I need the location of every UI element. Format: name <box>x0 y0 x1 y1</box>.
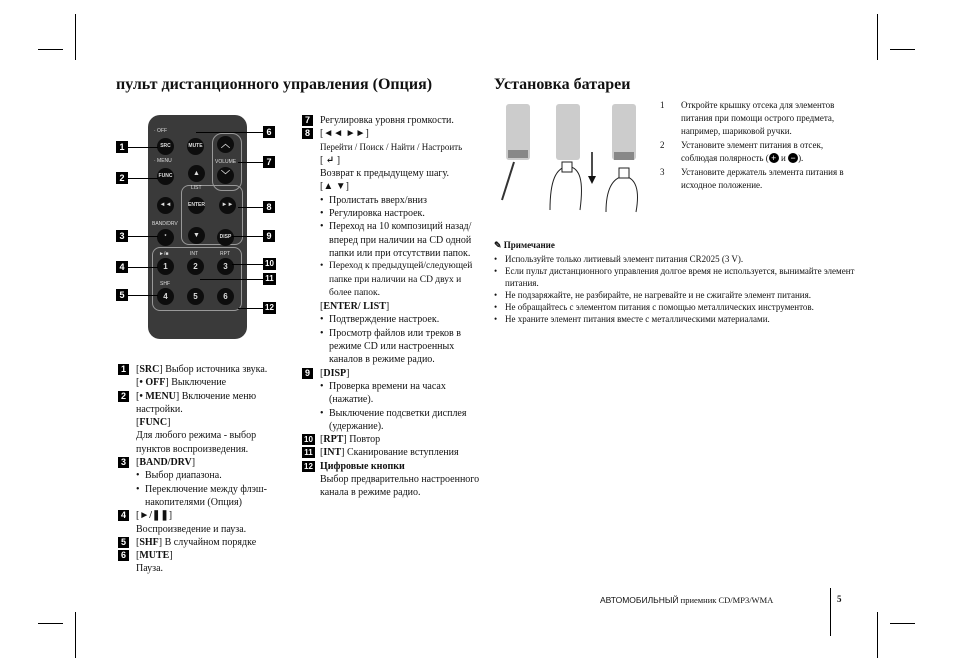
bullet: • Просмотр файлов или треков в режиме CD или настроенных каналов в режиме радио. <box>320 327 482 367</box>
key-name: • MENU <box>139 390 176 402</box>
src-button: SRC <box>157 138 174 155</box>
key-name: RPT <box>323 434 344 446</box>
step-2 <box>660 139 860 165</box>
volume-down-button: ﹀ <box>217 167 234 184</box>
leader-line <box>232 264 263 265</box>
rpt-label: RPT <box>220 251 230 257</box>
item-text: Включение меню настройки. <box>136 390 257 415</box>
key-name: Цифровые кнопки <box>320 460 405 472</box>
leader-line <box>200 279 263 280</box>
item-number: 11 <box>302 447 315 458</box>
note-icon: ✎ <box>494 240 502 250</box>
num-6-button: 6 <box>217 288 234 305</box>
footer-rest: приемник CD/MP3/WMA <box>678 595 774 605</box>
item-number: 2 <box>118 391 129 402</box>
note-title <box>494 239 864 251</box>
key-name: INT <box>323 447 342 459</box>
note-title-text: Примечание <box>503 240 555 250</box>
leader-line <box>128 236 158 237</box>
leader-line <box>232 236 263 237</box>
num-5-button: 5 <box>187 288 204 305</box>
leader-line <box>196 132 263 133</box>
key-name: FUNC <box>139 417 168 429</box>
arrows-line: [▲ ▼] <box>320 181 349 193</box>
crop-mark <box>877 612 878 658</box>
leader-line <box>128 147 158 148</box>
down-button: ▼ <box>188 227 205 244</box>
disp-button: DISP <box>217 229 234 246</box>
volume-label: VOLUME <box>215 159 237 165</box>
num-3-button: 3 <box>217 258 234 275</box>
item-number: 4 <box>118 510 129 521</box>
note-item: • Используйте только литиевый элемент питания CR2025 (3 V). <box>494 253 864 265</box>
item-text: Выбор источника звука. <box>162 364 268 375</box>
bullet: • Переход на 10 композиций назад/вперед при наличии на CD одной папки или при отсутствии папок. <box>320 220 482 260</box>
item-6: 6 [MUTE] <box>118 549 278 562</box>
item-8-body <box>302 141 482 367</box>
remote-illustration <box>148 115 247 339</box>
leader-line <box>238 162 263 163</box>
crop-mark <box>890 49 915 50</box>
step-number: 2 <box>660 140 665 150</box>
item-3: 3 [BAND/DRV] <box>118 456 278 469</box>
item-9: 9 [DISP] <box>302 367 482 380</box>
note-item: • Не храните элемент питания вместе с металлическими материалами. <box>494 313 864 325</box>
off-label: · OFF <box>154 128 168 134</box>
key-name: SRC <box>139 364 160 375</box>
key-name: ►/❚❚ <box>139 510 169 522</box>
item-text: Возврат к предыдущему шагу. <box>320 168 450 180</box>
mute-button: MUTE <box>187 138 204 155</box>
footer-caps: АВТОМОБИЛЬНЫЙ <box>600 595 679 605</box>
step-text: и <box>778 153 789 163</box>
bullet: • Пролистать вверх/вниз <box>320 194 482 207</box>
item-4: 4 [►/❚❚] <box>118 509 278 522</box>
item-10: 10 [RPT] Повтор <box>302 433 482 446</box>
step-text: Откройте крышку отсека для элементов питания при помощи острого предмета, например, шариковой ручки. <box>681 100 835 136</box>
band-button: * <box>157 229 174 246</box>
play-label: ►/■ <box>159 251 169 257</box>
item-number: 1 <box>118 364 129 375</box>
prev-button: ◄◄ <box>157 197 174 214</box>
key-name: MUTE <box>139 550 170 562</box>
item-number: 9 <box>302 368 313 379</box>
remote-step-1 <box>502 104 530 200</box>
bullet: • Проверка времени на часах (нажатие). <box>320 380 482 407</box>
crop-mark <box>75 14 76 60</box>
item-5: 5 [SHF] В случайном порядке <box>118 536 278 549</box>
bullet: • Выбор диапазона. <box>136 469 278 482</box>
func-button: FUNC <box>157 168 174 185</box>
note-item: • Не подзаряжайте, не разбирайте, не нагревайте и не сжигайте элемент питания. <box>494 289 864 301</box>
key-name: • OFF <box>139 377 166 389</box>
item-number: 7 <box>302 115 313 126</box>
crop-mark <box>877 14 878 60</box>
crop-mark <box>890 623 915 624</box>
key-name: BAND/DRV <box>139 457 192 469</box>
key-name: DISP <box>323 367 347 379</box>
step-number: 1 <box>660 100 665 110</box>
item-2b: [FUNC] <box>136 417 171 429</box>
item-text: Регулировка уровня громкости. <box>320 115 454 126</box>
battery-install-illustration <box>494 100 654 220</box>
key-name: ◄◄ ►► <box>323 128 366 140</box>
arrows-icon: ▲ ▼ <box>323 181 346 193</box>
remote-description-col1 <box>118 363 278 576</box>
next-button: ►► <box>219 197 236 214</box>
bullet: • Регулировка настроек. <box>320 207 482 220</box>
item-text: Перейти / Поиск / Найти / Настроить <box>320 141 463 152</box>
back-icon: ↵ <box>325 154 335 166</box>
leader-line <box>238 207 263 208</box>
remote-heading: пульт дистанционного управления (Опция) <box>116 76 433 93</box>
callout-5: 5 <box>116 289 128 301</box>
step-text: ). <box>798 153 804 163</box>
item-text: Выключение <box>168 377 227 389</box>
note-item: • Если пульт дистанционного управления долгое время не используется, вынимайте элемент питания. <box>494 265 864 289</box>
leader-line <box>128 295 158 296</box>
callout-4: 4 <box>116 261 128 273</box>
step-number: 3 <box>660 167 665 177</box>
leader-line <box>128 267 158 268</box>
item-3-bullets <box>118 469 278 509</box>
leader-line <box>128 178 158 179</box>
callout-2: 2 <box>116 172 128 184</box>
step-1 <box>660 99 860 138</box>
key-name: ENTER/ LIST <box>323 301 386 313</box>
item-1b: [• OFF] Выключение <box>136 377 227 389</box>
plus-icon: + <box>769 153 779 163</box>
callout-12: 12 <box>263 302 276 314</box>
bullet: • Подтверждение настроек. <box>320 313 482 326</box>
item-11: 11 [INT] Сканирование вступления <box>302 446 482 459</box>
item-1: 1 [SRC] Выбор источника звука. <box>118 363 278 376</box>
crop-mark <box>38 49 63 50</box>
item-9-body <box>302 380 482 433</box>
list-label: LIST <box>191 185 202 191</box>
band-label: BAND/DRV <box>152 221 178 227</box>
back-line: [ ↵ ] <box>320 154 341 166</box>
num-4-button: 4 <box>157 288 174 305</box>
item-number: 10 <box>302 434 315 445</box>
item-12-text: Выбор предварительно настроенного канала в режиме радио. <box>320 474 480 499</box>
menu-label: · MENU <box>154 158 172 164</box>
item-text: В случайном порядке <box>162 536 257 548</box>
key-name: SHF <box>139 536 159 548</box>
num-1-button: 1 <box>157 258 174 275</box>
item-number: 12 <box>302 461 315 472</box>
enter-button: ENTER <box>188 197 205 214</box>
callout-10: 10 <box>263 258 276 270</box>
note-item: • Не обращайтесь с элементом питания с помощью металлических инструментов. <box>494 301 864 313</box>
item-number: 6 <box>118 550 129 561</box>
item-number: 3 <box>118 457 129 468</box>
step-text: Установите элемент питания в отсек, соблюдая полярность ( <box>681 140 824 163</box>
item-number: 8 <box>302 128 313 139</box>
num-2-button: 2 <box>187 258 204 275</box>
callout-9: 9 <box>263 230 275 242</box>
callout-3: 3 <box>116 230 128 242</box>
item-8: 8 [◄◄ ►►] <box>302 127 482 140</box>
enter-line: [ENTER/ LIST] <box>320 301 390 313</box>
item-text: Повтор <box>346 434 381 446</box>
leader-line <box>238 308 263 309</box>
item-2: 2 [• MENU] Включение меню настройки. <box>118 390 278 417</box>
step-3 <box>660 166 860 192</box>
bullet: • Переключение между флэш-накопителями (Опция) <box>136 483 278 510</box>
item-text: Сканирование вступления <box>344 447 459 459</box>
item-6-text: Пауза. <box>136 563 164 575</box>
remote-description-col2 <box>302 114 482 500</box>
center-divider <box>830 588 831 636</box>
crop-mark <box>75 612 76 658</box>
remote-step-2 <box>550 104 596 210</box>
callout-7: 7 <box>263 156 275 168</box>
page-number: 5 <box>837 594 842 604</box>
footer-product <box>600 595 773 605</box>
bullet: • Выключение подсветки дисплея (удержание). <box>320 407 482 434</box>
item-number: 5 <box>118 537 129 548</box>
callout-8: 8 <box>263 201 275 213</box>
battery-steps <box>660 99 860 193</box>
step-text: Установите держатель элемента питания в исходное положение. <box>681 167 844 190</box>
bullet: • Переход к предыдущей/следующей папке при наличии на CD двух и более папок. <box>320 260 482 300</box>
callout-1: 1 <box>116 141 128 153</box>
battery-heading: Установка батареи <box>494 76 631 93</box>
item-4-text: Воспроизведение и пауза. <box>136 523 247 535</box>
callout-6: 6 <box>263 126 275 138</box>
note-section <box>494 239 864 325</box>
volume-up-button: ︿ <box>217 136 234 153</box>
remote-step-3 <box>606 104 638 212</box>
shf-label: SHF <box>160 281 170 287</box>
item-12 <box>302 460 482 473</box>
minus-icon: − <box>788 153 798 163</box>
item-7 <box>302 114 482 127</box>
crop-mark <box>38 623 63 624</box>
up-button: ▲ <box>188 165 205 182</box>
callout-11: 11 <box>263 273 276 285</box>
item-2c: Для любого режима - выбор пунктов воспроизведения. <box>136 430 257 455</box>
int-label: INT <box>190 251 199 257</box>
